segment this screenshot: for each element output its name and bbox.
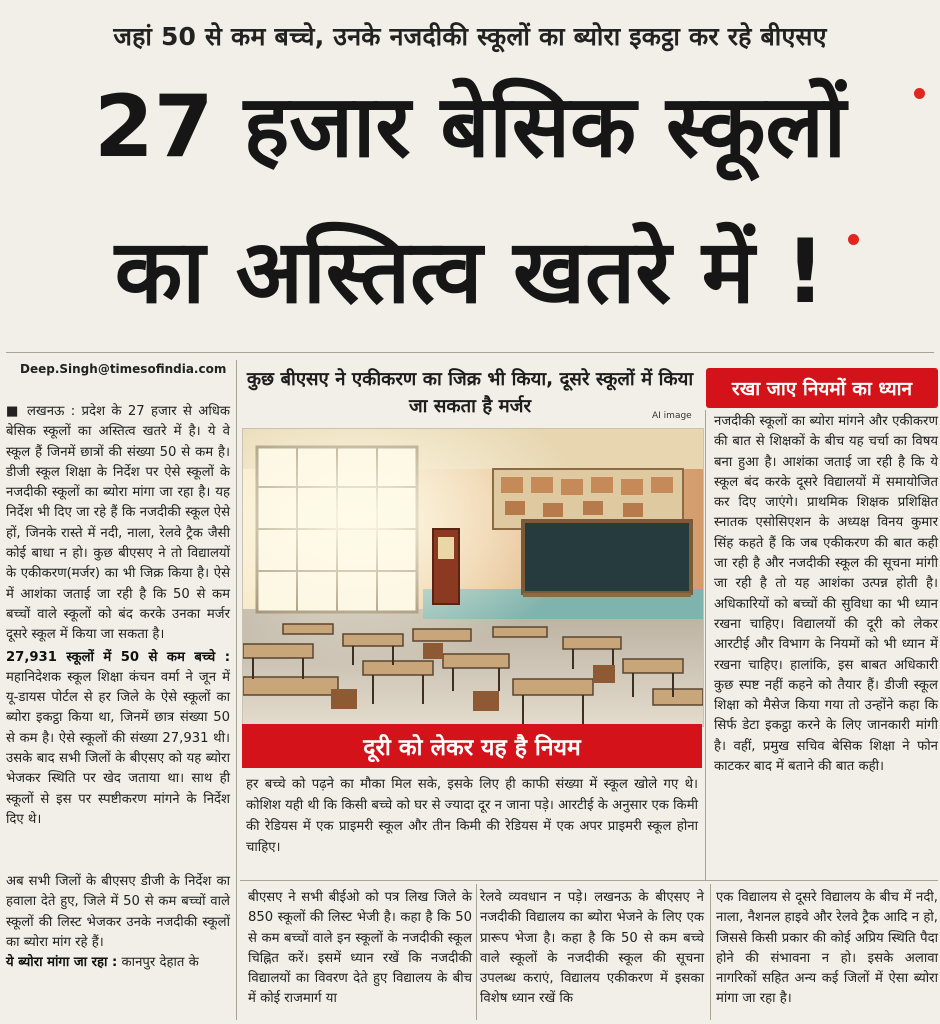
bottom-divider-1 [476,884,477,1020]
rule-above-bottom [240,880,938,881]
classroom-photo [242,428,704,727]
column-divider-left [236,360,237,1020]
right-heading: रखा जाए नियमों का ध्यान [706,368,938,408]
subhead-2: ये ब्योरा मांगा जा रहा : [6,955,118,971]
headline-dot-1 [914,88,925,99]
classroom-illustration [243,429,703,726]
lead-column [6,402,230,830]
bottom-column-2: रेलवे व्यवधान न पड़े। लखनऊ के बीएसए ने नजदीकी विद्यालय का ब्योरा भेजने के लिए एक प्रारूप भेजा है। कहा है कि 50 से कम बच्चे वाले स्कूलों के नजदीकी स्कूल की सूचना उपलब्ध कराएं, विद्यालय एकीकरण में इसका विशेष ध्यान रखें कि [480,890,704,1007]
lead-column-bottom [6,872,230,973]
subhead-2-text: कानपुर देहात के [121,955,199,971]
lead-bottom-text: अब सभी जिलों के बीएसए डीजी के निर्देश का हवाला देते हुए, जिले में 50 से कम बच्चों वाले स्कूलों की लिस्ट भेजकर उनके नजदीकी स्कूलों का ब्योरा मांग रहे हैं। [6,874,230,950]
rule-banner: दूरी को लेकर यह है नियम [242,724,702,768]
byline: Deep.Singh@timesofindia.com [20,362,227,376]
bottom-column-3: एक विद्यालय से दूसरे विद्यालय के बीच में नदी, नाला, नैशनल हाइवे और रेलवे ट्रैक आदि न हो, जिससे किसी प्रकार की कोई अप्रिय स्थिति पैदा होने की संभावना न हो। इसके अलावा नागरिकों सहित अन्य कई जिलों में ऐसा ब्योरा मांगा जा रहा है। [716,890,938,1007]
bottom-divider-2 [710,884,711,1020]
center-heading: कुछ बीएसए ने एकीकरण का जिक्र भी किया, दूसरे स्कूलों में किया जा सकता है मर्जर [246,369,694,417]
lead-paragraph: ■ लखनऊ : प्रदेश के 27 हजार से अधिक बेसिक स्कूलों का अस्तित्व खतरे में है। ये वे स्कूल हैं जिनमें छात्रों की संख्या 50 से कम है। डीजी स्कूल शिक्षा के निर्देश पर ऐसे स्कूलों के नजदीकी स्कूलों का ब्योरा मांगा जा रहा है। यह निर्देश भी दिए जा रहे हैं कि नजदीकी स्कूल ऐसे हों, जिनके रास्ते में नदी, नाला, रेलवे ट्रैक जैसी कोई बाधा न हो। कुछ बीएसए ने तो विद्यालयों के एकीकरण(मर्जर) का भी जिक्र किया है। ऐसे में आशंका जताई जा रही है कि 50 से कम बच्चों वाले स्कूलों को बंद करके उनका मर्जर दूसरे स्कूल में किया जा सकता है। [6,404,230,643]
distance-rule-text: हर बच्चे को पढ़ने का मौका मिल सके, इसके लिए ही काफी संख्या में स्कूल खोले गए थे। कोशिश यही थी कि किसी बच्चे को घर से ज्यादा दूर न जाना पड़े। आरटीई के अनुसार एक किमी की रेडियस में एक प्राइमरी स्कूल और तीन किमी की रेडियस में एक अपर प्राइमरी स्कूल होना चाहिए। [246,777,698,855]
kicker: जहां 50 से कम बच्चे, उनके नजदीकी स्कूलों का ब्योरा इकट्ठा कर रहे बीएसए [113,22,827,51]
headline-dot-2 [848,234,859,245]
subhead-1-text: महानिदेशक स्कूल शिक्षा कंचन वर्मा ने जून में यू-डायस पोर्टल से हर जिले के ऐसे स्कूलों का ब्योरा इकट्ठा किया था, जिनमें छात्र संख्या 50 से कम है। ऐसे स्कूलों की संख्या 27,931 थी। उसके बाद सभी जिलों के बीएसए को यह ब्योरा भेजकर स्थिति पर खेद जताया था। साथ ही स्कूलों से इस पर स्पष्टीकरण मांगने के निर्देश दिए थे। [6,669,230,827]
ai-image-label: AI image [652,411,692,421]
bottom-column-1: बीएसए ने सभी बीईओ को पत्र लिख जिले के 850 स्कूलों की लिस्ट भेजी है। कहा है कि 50 से कम बच्चों वाले इन स्कूलों के नजदीकी स्कूल चिह्नित करें। इसमें ध्यान रखें कि नजदीकी विद्यालयों का विवरण देते हुए विद्यालय के बीच में कोई राजमार्ग या [248,890,472,1007]
column-divider-right [705,410,706,880]
subhead-1: 27,931 स्कूलों में 50 से कम बच्चे : [6,649,230,665]
rule-under-headline [6,352,934,353]
right-column-text: नजदीकी स्कूलों का ब्योरा मांगने और एकीकरण की बात से शिक्षकों के बीच यह चर्चा का विषय बना हुआ है। आशंका जताई जा रही है कि ये स्कूल बंद करके दूसरे विद्यालयों में समायोजित कर दिए जाएंगे। प्राथमिक शिक्षक प्रशिक्षित स्नातक एसोसिएशन के अध्यक्ष विनय कुमार सिंह कहते हैं कि जब एकीकरण की बात कही जा रही है और नजदीकी स्कूल की सूचना मांगी जा रही है तो यह आशंका उत्पन्न होती है। अधिकारियों को बच्चों की सुविधा का भी ध्यान रखना चाहिए। विद्यालयों की दूरी को लेकर आरटीई और विभाग के नियमों को भी ध्यान में रखना चाहिए। हालांकि, इस बाबत अधिकारी कुछ स्पष्ट नहीं कहने को तैयार हैं। डीजी स्कूल शिक्षा को मैसेज किया गया तो उन्होंने कहा कि सिर्फ डेटा इकट्ठा करने के लिए जानकारी मांगी है। वहीं, प्रमुख सचिव बेसिक शिक्षा ने फोन काटकर बाद में बताने की बात कही। [714,414,938,775]
headline-line-1: 27 हजार बेसिक स्कूलों [93,77,847,177]
headline-line-2: का अस्तित्व खतरे में ! [114,220,826,323]
